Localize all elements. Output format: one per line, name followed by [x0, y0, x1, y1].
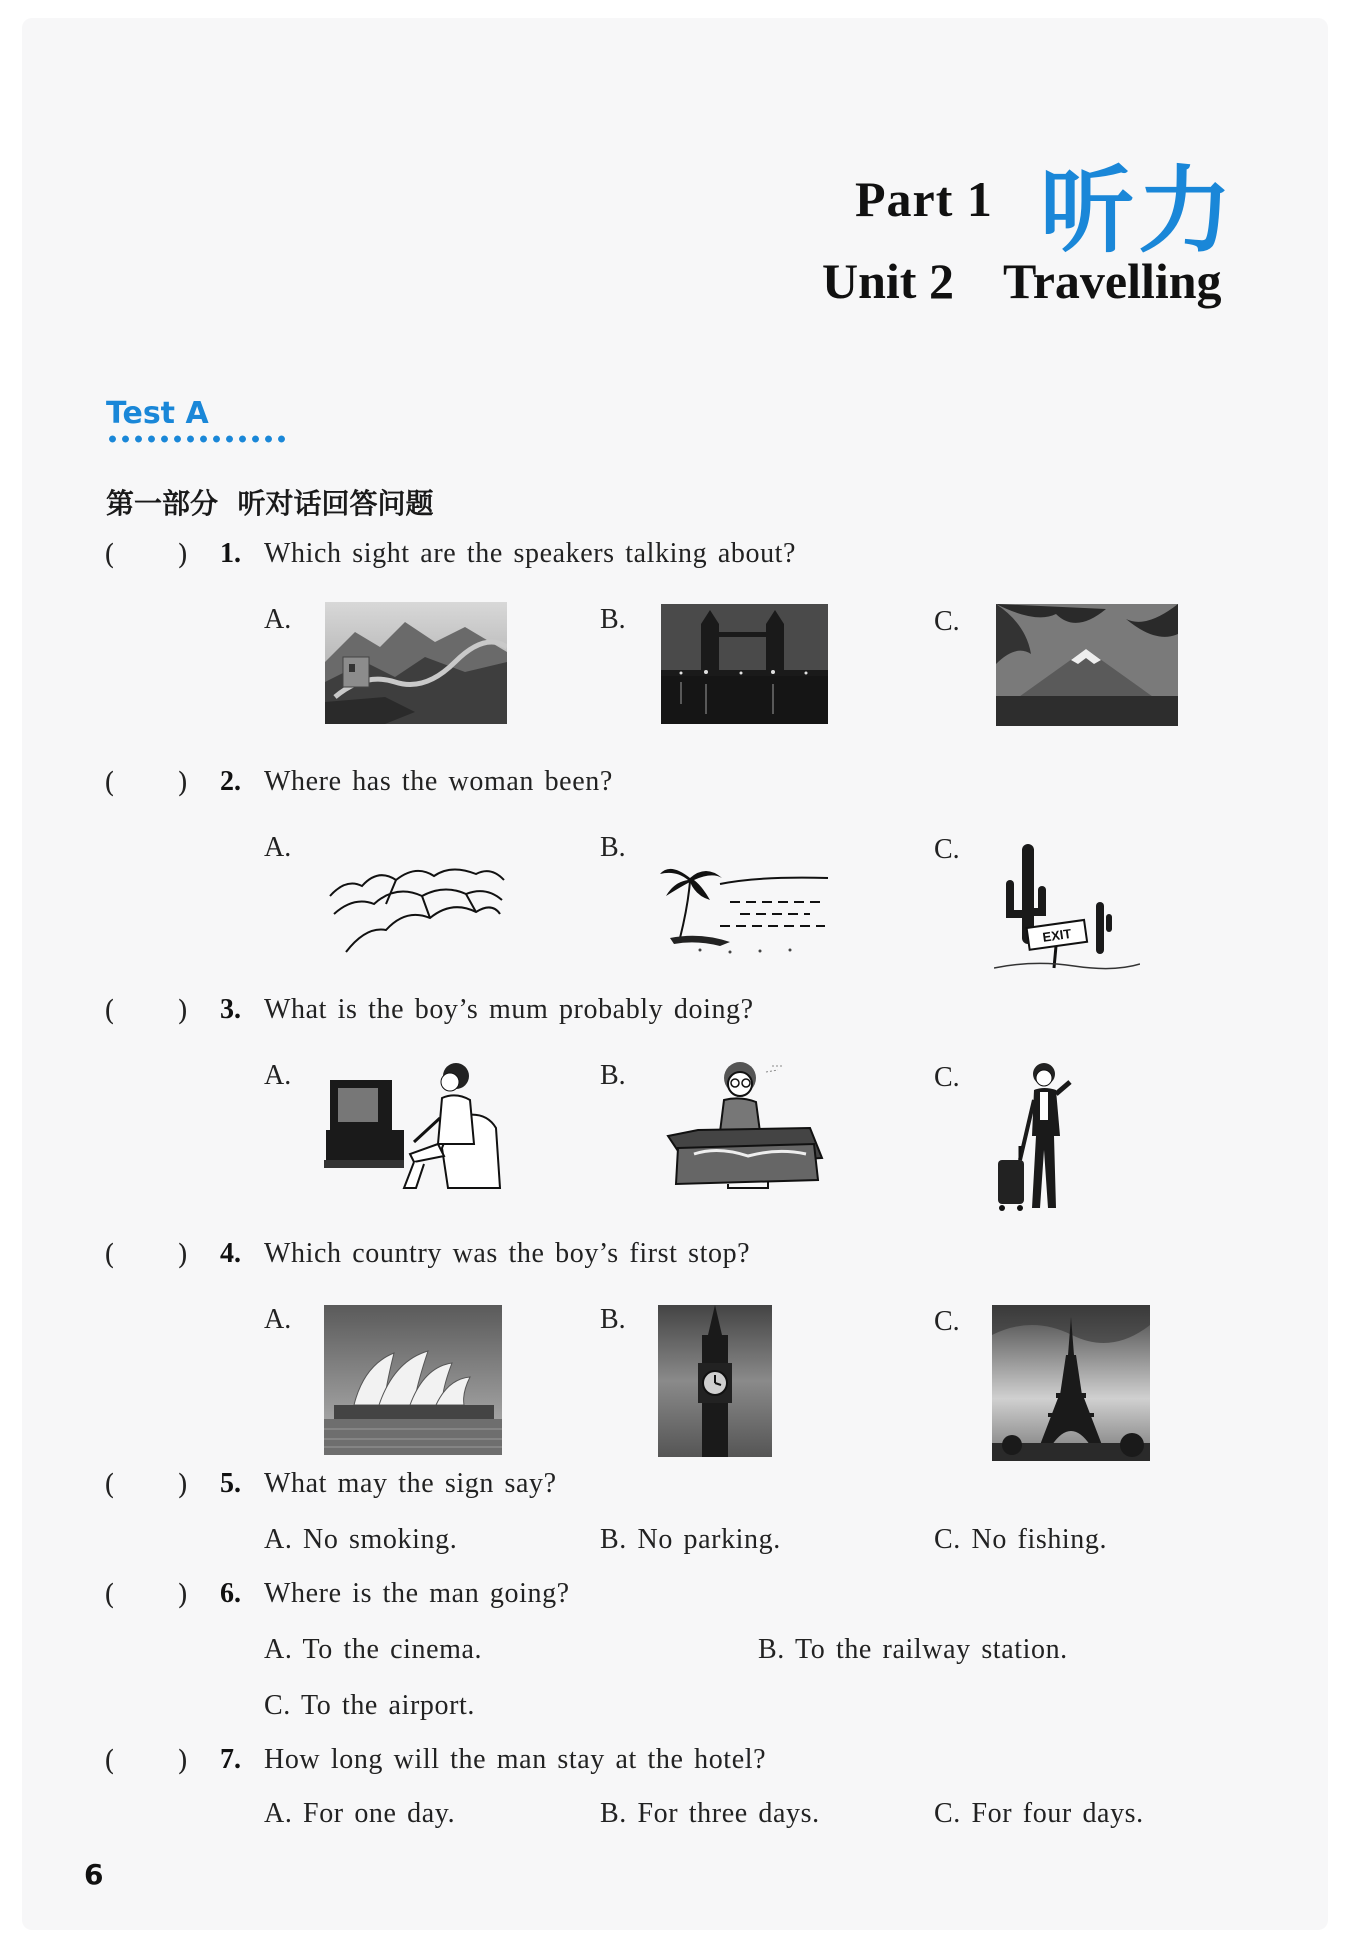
- question-text: How long will the man stay at the hotel?: [264, 1744, 767, 1775]
- option-a[interactable]: [264, 1798, 455, 1830]
- section-heading: 第一部分 听对话回答问题: [106, 487, 434, 520]
- option-text: For four days.: [971, 1798, 1144, 1829]
- part-title-chinese: 听力: [1040, 157, 1237, 266]
- page-number: 6: [84, 1858, 104, 1891]
- option-b[interactable]: [600, 1524, 781, 1556]
- option-a[interactable]: [264, 1524, 457, 1556]
- desert-drawing: [994, 836, 1140, 976]
- question-5: [0, 1468, 1350, 1514]
- option-text: For three days.: [637, 1798, 820, 1829]
- dotted-underline: [106, 434, 286, 444]
- option-letter: B.: [600, 1060, 626, 1091]
- option-b[interactable]: [600, 1798, 820, 1830]
- option-letter: A.: [264, 604, 292, 635]
- question-6: [0, 1578, 1350, 1624]
- option-letter: A.: [264, 1304, 292, 1335]
- question-1: [0, 538, 1350, 584]
- question-4: [0, 1238, 1350, 1284]
- tower-bridge-photo: [661, 604, 828, 724]
- option-letter: B.: [758, 1634, 785, 1665]
- question-2: [0, 766, 1350, 812]
- option-letter: B.: [600, 1798, 627, 1829]
- option-letter: A.: [264, 1524, 293, 1555]
- watching-tv-drawing: [324, 1058, 508, 1192]
- option-text: To the cinema.: [302, 1634, 483, 1665]
- option-letter: C.: [264, 1690, 291, 1721]
- option-b[interactable]: [758, 1634, 1068, 1666]
- answer-blank[interactable]: ( ): [104, 1238, 189, 1271]
- option-letter: C.: [934, 1798, 961, 1829]
- answer-blank[interactable]: ( ): [104, 1744, 189, 1777]
- unit-title: Unit 2 Travelling: [822, 253, 1222, 309]
- question-text: Which country was the boy’s first stop?: [264, 1238, 751, 1269]
- big-ben-photo: [658, 1305, 772, 1457]
- answer-blank[interactable]: ( ): [104, 994, 189, 1027]
- answer-blank[interactable]: ( ): [104, 538, 189, 571]
- packing-suitcase-drawing: [658, 1058, 828, 1190]
- question-number: 4.: [220, 1238, 241, 1269]
- question-number: 5.: [220, 1468, 241, 1499]
- woman-with-luggage-drawing: [990, 1060, 1090, 1216]
- question-text: Where has the woman been?: [264, 766, 613, 797]
- option-letter: B.: [600, 832, 626, 863]
- option-letter: A.: [264, 1060, 292, 1091]
- part-title: Part 1: [855, 171, 993, 227]
- option-letter: B.: [600, 604, 626, 635]
- question-number: 7.: [220, 1744, 241, 1775]
- mount-fuji-photo: [996, 604, 1178, 726]
- option-text: No fishing.: [971, 1524, 1108, 1555]
- sign-text: EXIT: [1041, 925, 1073, 945]
- option-letter: A.: [264, 1798, 293, 1829]
- question-text: What is the boy’s mum probably doing?: [264, 994, 754, 1025]
- question-number: 2.: [220, 766, 241, 797]
- option-c[interactable]: [934, 1524, 1107, 1556]
- question-3: [0, 994, 1350, 1040]
- mountains-drawing: [326, 856, 508, 956]
- question-text: Where is the man going?: [264, 1578, 570, 1609]
- option-text: To the railway station.: [795, 1634, 1068, 1665]
- option-a[interactable]: [264, 1634, 482, 1666]
- answer-blank[interactable]: ( ): [104, 766, 189, 799]
- option-letter: B.: [600, 1524, 627, 1555]
- answer-blank[interactable]: ( ): [104, 1578, 189, 1611]
- option-text: For one day.: [303, 1798, 456, 1829]
- option-letter: A.: [264, 1634, 293, 1665]
- answer-blank[interactable]: ( ): [104, 1468, 189, 1501]
- question-number: 6.: [220, 1578, 241, 1609]
- option-letter: B.: [600, 1304, 626, 1335]
- question-number: 1.: [220, 538, 241, 569]
- option-text: No parking.: [637, 1524, 781, 1555]
- option-c[interactable]: [264, 1690, 475, 1722]
- great-wall-photo: [325, 602, 507, 724]
- question-text: Which sight are the speakers talking about?: [264, 538, 797, 569]
- question-number: 3.: [220, 994, 241, 1025]
- question-7: [0, 1744, 1350, 1790]
- option-letter: C.: [934, 1306, 960, 1337]
- option-letter: C.: [934, 1062, 960, 1093]
- beach-drawing: [660, 856, 830, 956]
- option-letter: A.: [264, 832, 292, 863]
- option-letter: C.: [934, 1524, 961, 1555]
- option-c[interactable]: [934, 1798, 1144, 1830]
- option-letter: C.: [934, 606, 960, 637]
- sydney-opera-house-photo: [324, 1305, 502, 1455]
- question-text: What may the sign say?: [264, 1468, 557, 1499]
- test-label: Test A: [106, 396, 209, 431]
- option-letter: C.: [934, 834, 960, 865]
- option-text: To the airport.: [301, 1690, 475, 1721]
- option-text: No smoking.: [303, 1524, 458, 1555]
- eiffel-tower-photo: [992, 1305, 1150, 1461]
